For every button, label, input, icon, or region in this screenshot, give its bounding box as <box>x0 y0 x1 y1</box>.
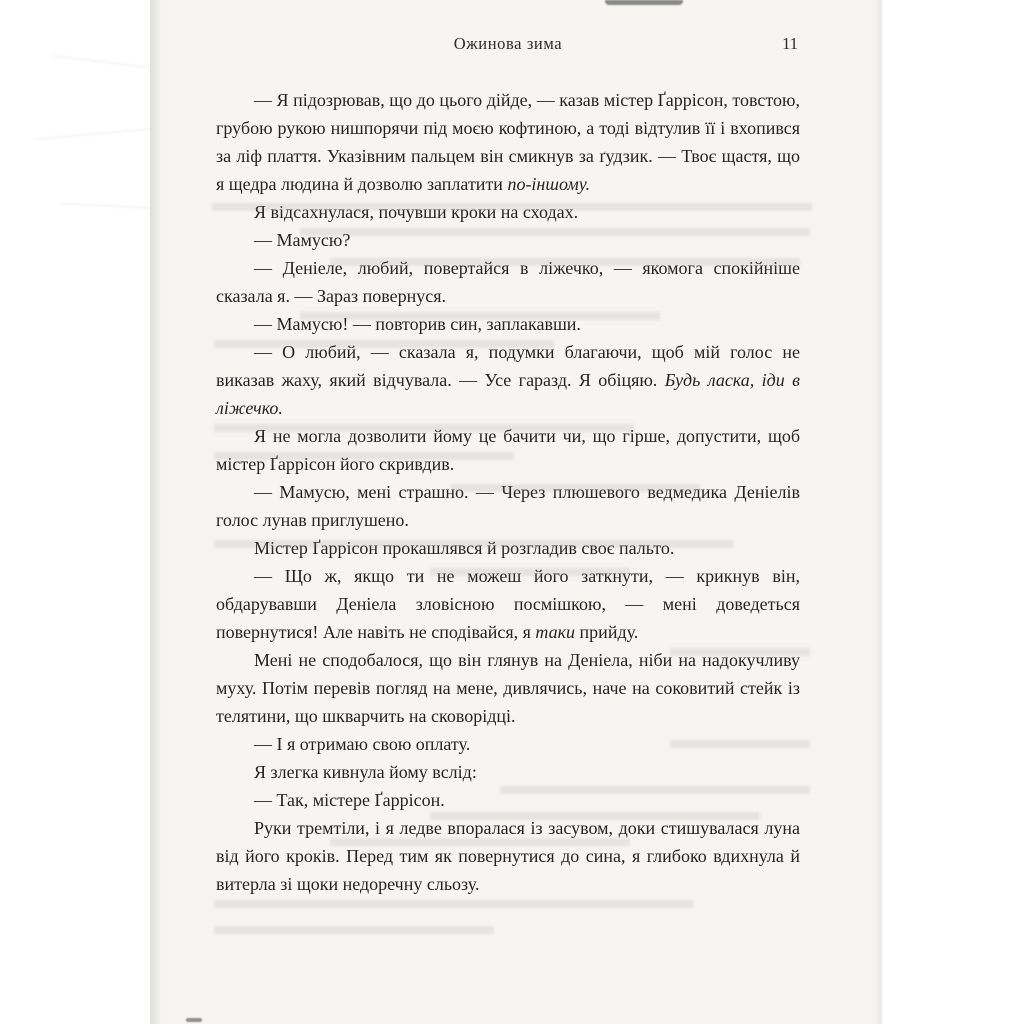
text-segment: — Мамусю, мені страшно. — Через плюшевого ведмедика Деніелів голос лунав приглушено. <box>216 482 800 530</box>
page-header <box>216 34 800 58</box>
paragraph <box>216 198 800 226</box>
text-segment: Я відсахнулася, почувши кроки на сходах. <box>254 202 579 222</box>
text-segment: — І я отримаю свою оплату. <box>254 734 471 754</box>
paragraph <box>216 814 800 898</box>
paragraph <box>216 86 800 198</box>
scan-edge-smudge <box>186 1018 202 1022</box>
text-segment: Руки тремтіли, і я ледве впоралася із засувом, доки стишувалася луна від його кроків. Перед тим як повернутися до сина, я глибоко вдихнула й витерла зі щоки недоречну сльозу. <box>216 818 800 894</box>
text-segment: Містер Ґаррісон прокашлявся й розгладив своє пальто. <box>254 538 675 558</box>
page-number: 11 <box>782 34 798 53</box>
bleed-through-artifact <box>214 926 494 934</box>
bleed-through-artifact <box>214 900 694 908</box>
paragraph <box>216 730 800 758</box>
text-segment: — Я підозрював, що до цього дійде, — казав містер Ґаррісон, товстою, грубою рукою нишпорячи під моєю кофтиною, а тоді відтулив її і вхопився за ліф плаття. Указівним пальцем він смикнув за ґудзик. — Твоє щастя, що я щедра людина й дозволю заплатити <box>216 90 800 194</box>
paragraph <box>216 534 800 562</box>
text-segment: — Мамусю? <box>254 230 351 250</box>
paragraph <box>216 254 800 310</box>
text-segment: — Що ж, якщо ти не можеш його заткнути, — крикнув він, обдарувавши Деніела зловісною посмішкою, — мені доведеться повернутися! Але навіть не сподівайся, я <box>216 566 800 642</box>
text-segment: — Деніеле, любий, повертайся в ліжечко, — якомога спокійніше сказала я. — Зараз повернуся. <box>216 258 800 306</box>
paragraph <box>216 422 800 478</box>
text-segment: Я не могла дозволити йому це бачити чи, що гірше, допустити, щоб містер Ґаррісон його скривдив. <box>216 426 800 474</box>
running-title: Ожинова зима <box>453 34 563 53</box>
paragraph <box>216 226 800 254</box>
scanner-streak <box>60 202 160 209</box>
page-text <box>216 86 800 898</box>
paragraph <box>216 478 800 534</box>
scan-edge-smudge <box>605 0 683 5</box>
book-page <box>150 0 882 1024</box>
paragraph <box>216 786 800 814</box>
text-segment: — Мамусю! — повторив син, заплакавши. <box>254 314 581 334</box>
italic-text-segment: по-іншому. <box>507 174 591 194</box>
paragraph <box>216 310 800 338</box>
paragraph <box>216 338 800 422</box>
paragraph <box>216 758 800 786</box>
text-segment: Я злегка кивнула йому вслід: <box>254 762 477 782</box>
text-segment: Мені не сподобалося, що він глянув на Деніела, ніби на надокучливу муху. Потім перевів погляд на мене, дивлячись, наче на соковитий стейк із телятини, що шкварчить на сковорідці. <box>216 650 800 726</box>
text-segment: — Так, містере Ґаррісон. <box>254 790 445 810</box>
text-block <box>216 34 800 898</box>
italic-text-segment: таки <box>535 622 576 642</box>
text-segment: прийду. <box>575 622 639 642</box>
paragraph <box>216 562 800 646</box>
text-segment: — О любий, — сказала я, подумки благаючи, щоб мій голос не виказав жаху, який відчувала. — Усе гаразд. Я обіцяю. <box>216 342 800 390</box>
paragraph <box>216 646 800 730</box>
italic-text-segment: Будь ласка, іди в ліжечко. <box>216 370 800 418</box>
